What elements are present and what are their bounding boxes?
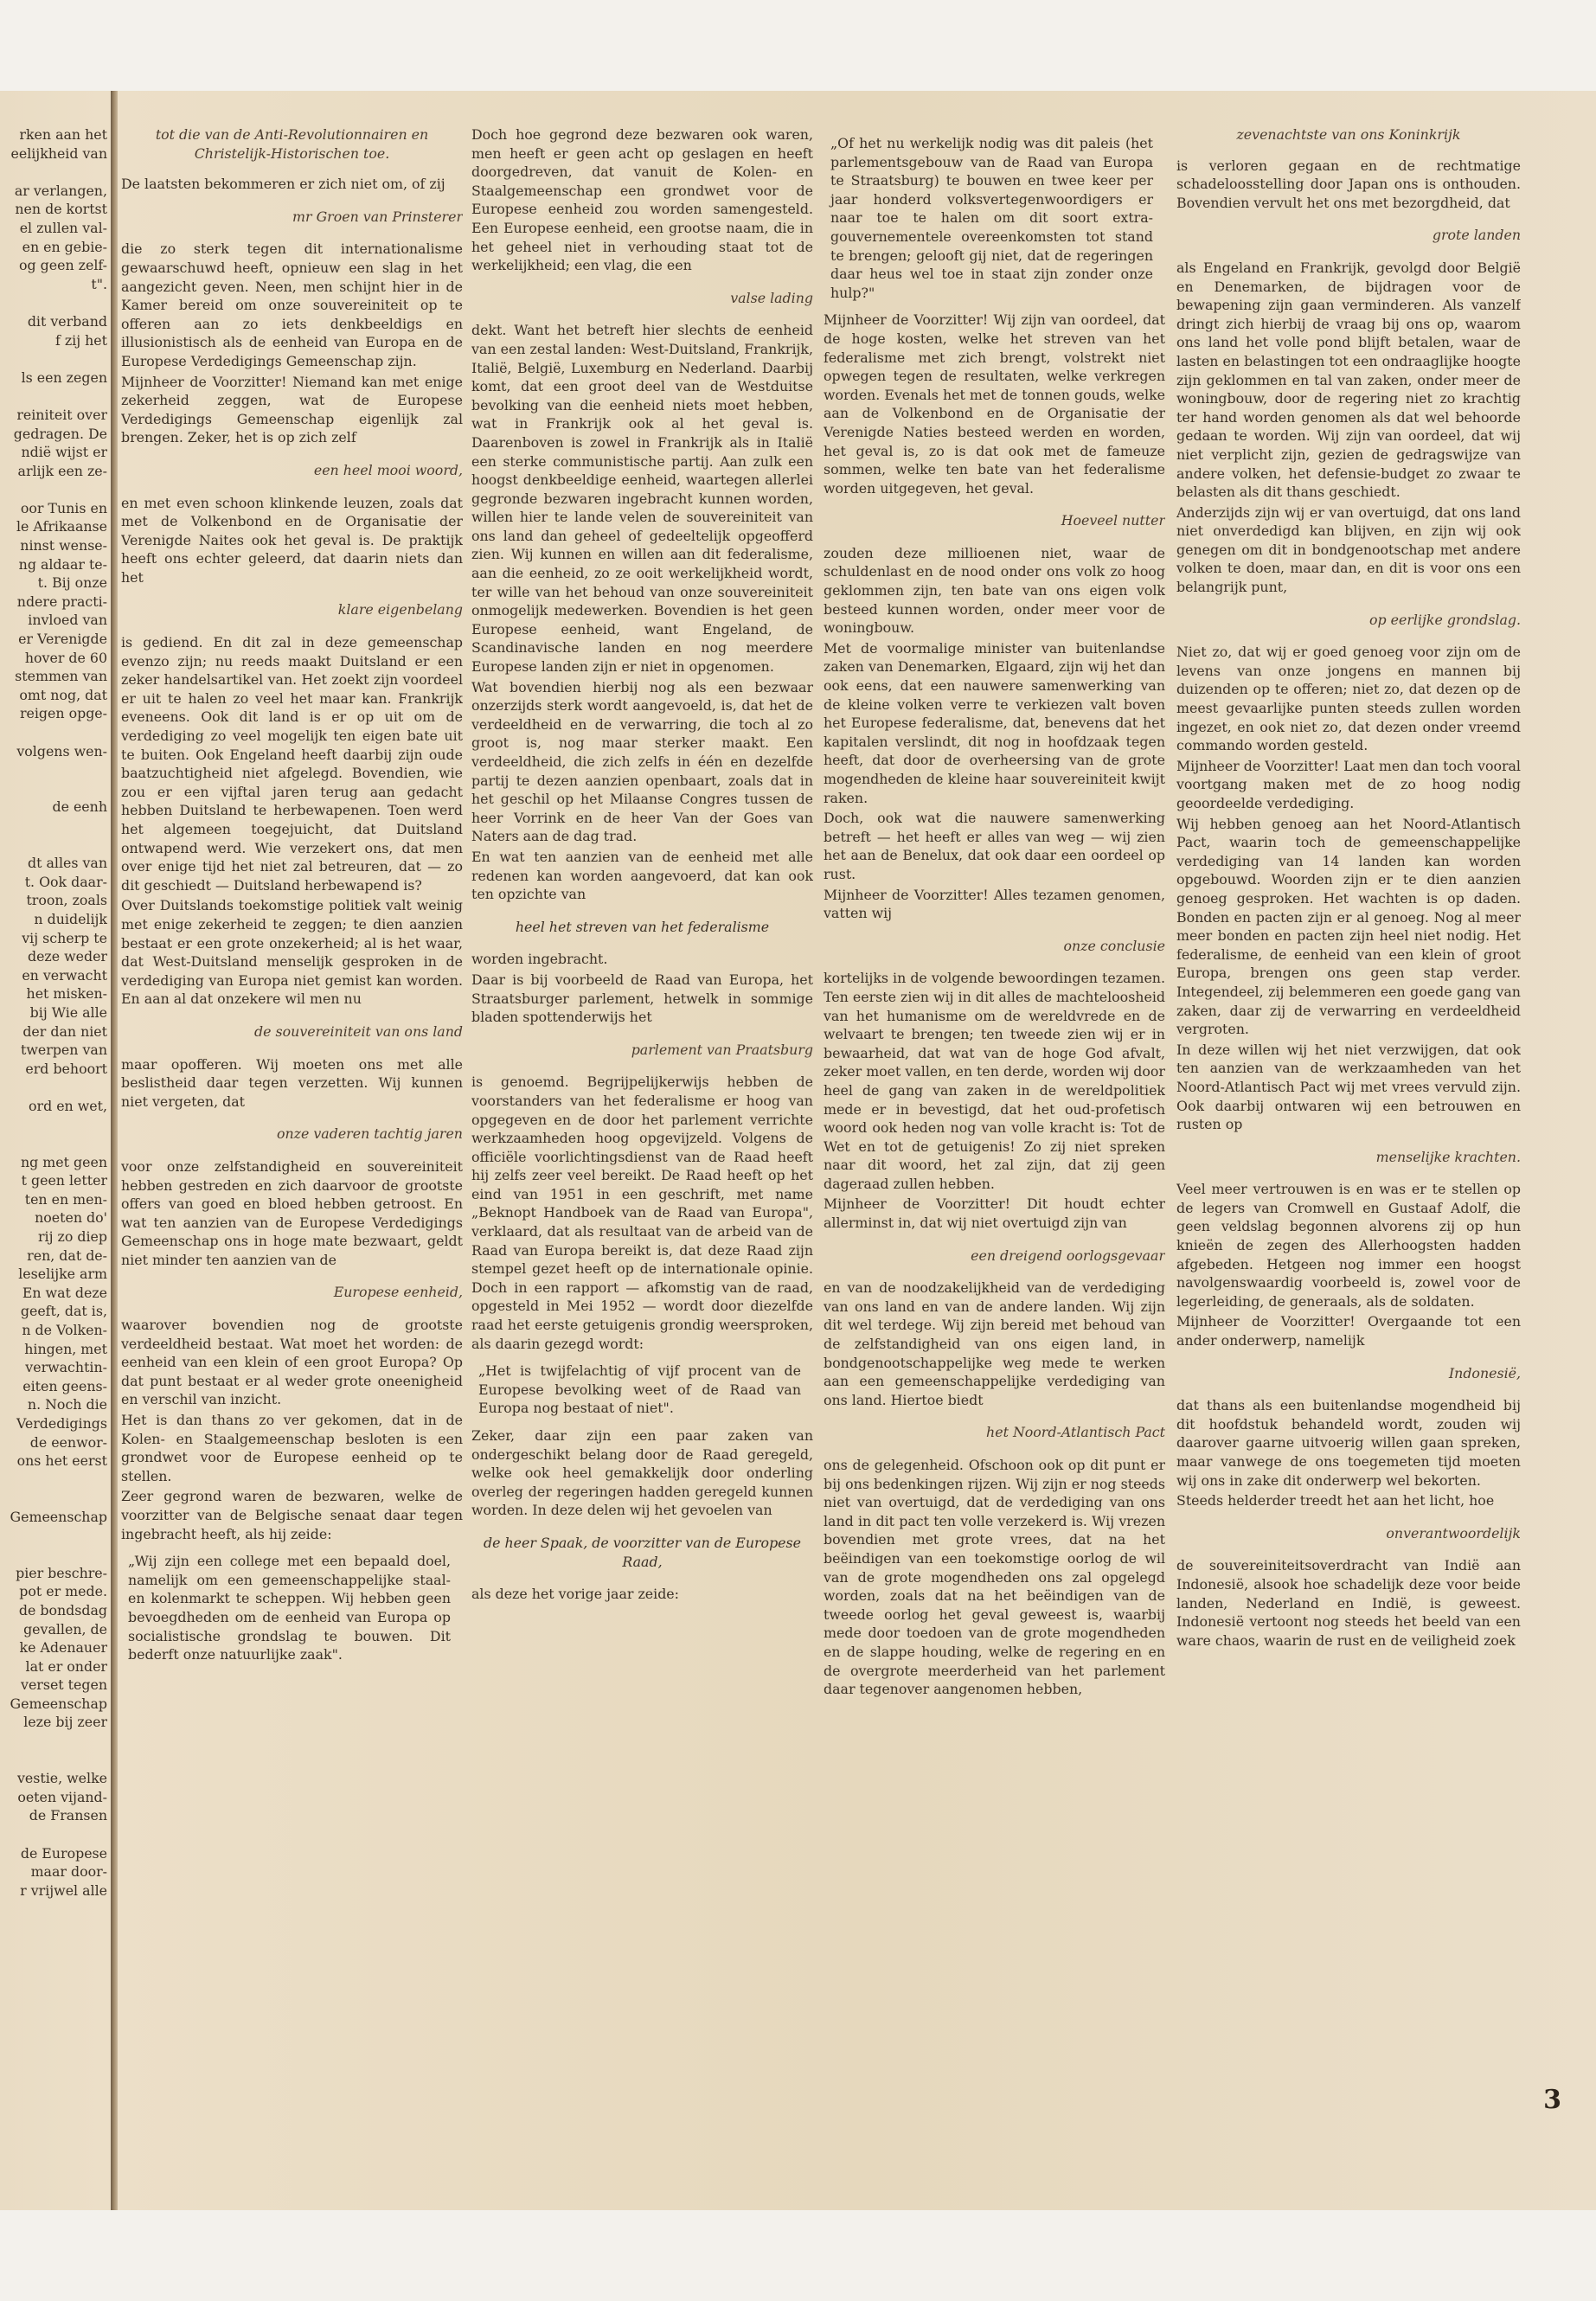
strip-line: ord en wet, (29, 1097, 107, 1114)
strip-line: pier beschre- (16, 1564, 107, 1581)
paragraph: die zo sterk tegen dit internationalisme gewaarschuwd heeft, opnieuw een slag in het aangezicht geven. Neen, men schijnt hier in de Kamer bereid om onze souvereiniteit op te offeren aan zo iets denkbeeldigs en illusionistisch als de eenheid van Europa en de Europese Verdedigings Gemeenschap zijn. (121, 240, 463, 369)
strip-line: geeft, dat is, (20, 1303, 107, 1320)
paragraph: De laatsten bekommeren er zich niet om, of zij (121, 176, 445, 193)
paragraph: is genoemd. Begrijpelijkerwijs hebben de voorstanders van het federalisme er hoog van opgegeven en de door het parlement verrichte werkzaamheden hoog opgevijzeld. Volgens de officiële voorlichtingsdienst van de Raad heeft hij zelfs zeer veel bereikt. De Raad heeft op het eind van 1951 in een geschrift, met name „Beknopt Handboek van de Raad van Europa", verklaard, dat als resultaat van de arbeid van de Raad van Europa bereikt is, dat deze Raad zijn stempel gezet heeft op de internationale opinie. Doch in een rapport — afkomstig van de raad, opgesteld in Mei 1952 — wordt door diezelfde raad het eerste getuigenis grondig weersproken, als daarin gezegd wordt: (471, 1074, 813, 1352)
column-2 (471, 125, 813, 2167)
strip-line: hingen, met (24, 1340, 107, 1357)
adjacent-page-strip (0, 91, 111, 2210)
strip-line: eelijkheid van (10, 144, 107, 162)
paragraph: Het is dan thans zo ver gekomen, dat in de Kolen- en Staalgemeenschap besloten is een grondwet voor de Europese eenheid op te stellen. (121, 1412, 463, 1484)
paragraph: Steeds helderder treedt het aan het licht, hoe (1176, 1492, 1495, 1509)
column-3 (824, 125, 1165, 2167)
strip-line: og geen zelf- (19, 257, 107, 274)
paragraph: Mijnheer de Voorzitter! Wij zijn van oordeel, dat de hoge kosten, welke het streven van het federalisme met zich brengt, volstrekt niet opwegen tegen de resultaten, welke verkregen worden. Evenals het met de tonnen gouds, welke aan de Volkenbond en de Organisatie der Verenigde Naties besteed werden en worden, het geval is, zo is dat ook met de fameuze sommen, welke ten bate van het federalisme worden uitgegeven, het geval. (824, 311, 1165, 497)
paragraph: is gediend. En dit zal in deze gemeenschap evenzo zijn; nu reeds maakt Duitsland er een zeker handelsartikel van. Het zoekt zijn voordeel er uit te halen zo veel het maar kan. Frankrijk eveneens. Ook dit land is er op uit om de verdediging zo veel mogelijk ten eigen bate uit te buiten. Ook Engeland heeft daarbij zijn oude baatzuchtigheid niet afgelegd. Bovendien, wie zou er een vijftal jaren terug aan gedacht hebben Duitsland te herbewapenen. Toen werd het algemeen toegejuicht, dat Duitsland ontwapend werd. Wie verzekert ons, dat men over enige tijd het niet zal betreuren, dat — zo dit geschiedt — Duitsland herbewapend is? (121, 634, 463, 894)
quotation: „Of het nu werkelijk nodig was dit paleis (het parlementsgebouw van de Raad van Europa te Straatsburg) te bouwen en twee keer per jaar honderd volksvertegenwoordigers er naar toe te halen om dit soort extra-gouvernementele overeenkomsten tot stand te brengen; gelooft gij niet, dat de regeringen daar heus wel toe in staat zijn zonder onze hulp?" (830, 135, 1153, 301)
strip-line: arlijk een ze- (17, 462, 107, 479)
subheading: parlement van Praatsburg (631, 1041, 813, 1058)
strip-line: verwachtin- (25, 1359, 107, 1376)
subheading: op eerlijke grondslag. (1368, 611, 1521, 628)
strip-line: de eenh (52, 798, 107, 816)
strip-line (0, 349, 107, 369)
paragraph: Met de voormalige minister van buitenlandse zaken van Denemarken, Elgaard, zijn wij het dan ook eens, dat een nauwere samenwerking van de kleine volken verre te verkiezen valt boven het Europese federalisme, dat, benevens dat het kapitalen verslindt, dit nog in hoofdzaak tegen heeft, dat door de overheersing van de grote mogendheden de kleine haar souvereiniteit kwijt raken. (824, 639, 1165, 806)
strip-line: oeten vijand- (17, 1788, 107, 1805)
subheading: Indonesië, (1448, 1364, 1521, 1381)
subheading: de heer Spaak, de voorzitter van de Europese Raad, (484, 1534, 801, 1570)
strip-line: Gemeenschap (10, 1695, 107, 1712)
strip-line: erd behoort (25, 1060, 107, 1077)
strip-line: twerpen van (21, 1042, 107, 1059)
strip-line (0, 836, 107, 855)
paragraph: ons de gelegenheid. Ofschoon ook op dit punt er bij ons bedenkingen rijzen. Wij zijn er nog steeds niet van overtuigd, dat de verdediging van ons land in dit pact ten volle verzekerd is. Wij vrezen bovendien met grote vrees, dat na het beëindigen van een toekomstige oorlog de wil van de grote mogendheden ons zal opgelegd worden, zoals dat na het beëindigen van de tweede oorlog het geval geweest is, waarbij mede door toedoen van de grote mogendheden en de slappe houding, welke de regering en en de overgrote meerderheid van het parlement daar tegenover aangenomen hebben, (824, 1457, 1165, 1698)
subheading: het Noord-Atlantisch Pact (986, 1424, 1165, 1441)
strip-line (0, 293, 107, 312)
strip-line: Gemeenschap (10, 1508, 107, 1525)
paragraph: Daar is bij voorbeeld de Raad van Europa, het Straatsburger parlement, hetwelk in sommige bladen spottenderwijs het (471, 971, 813, 1026)
strip-line: Verdedigings (16, 1414, 107, 1432)
paragraph: Wat bovendien hierbij nog als een bezwaar onzerzijds sterk wordt aangevoeld, is, dat het de verdeeldheid en de verwarring, die toch al zo groot is, nog maar sterker maakt. Een verdeeldheid, die zich zelfs in één en dezelfde partij te dezen aanzien openbaart, zoals dat in het geschil op het Milaanse Congres tussen de heer Vorrink en de heer Van der Goes van Naters aan de dag trad. (471, 678, 813, 845)
strip-line: der dan niet (22, 1022, 107, 1040)
paragraph: dekt. Want het betreft hier slechts de eenheid van een zestal landen: West-Duitsland, Frankrijk, Italië, België, Luxemburg en Nederland. Daarbij komt, dat een groot deel van de Westduitse bevolking van die eenheid niets moet hebben, wat in Frankrijk ook al het geval is. Daarenboven is zowel in Frankrijk als in Italië een sterke communistische partij. Aan zulk een hoogst denkbeeldige eenheid, waartegen allerlei gegronde bezwaren ingebracht kunnen worden, willen hier te lande velen de souvereiniteit van ons land dan geheel of gedeeltelijk opgeofferd zien. Wij kunnen en willen aan dit federalisme, aan die eenheid, zo ze ooit werkelijkheid wordt, ter wille van het behoud van onze souvereiniteit onmogelijk medewerken. Bovendien is het geen Europese eenheid, want Engeland, de Scandinavische landen en nog meerdere Europese landen zijn er niet in opgenomen. (471, 322, 813, 676)
paragraph: de souvereiniteitsoverdracht van Indië aan Indonesië, alsook hoe schadelijk deze voor beide landen, Nederland en Indië, is geweest. Indonesië vertoont nog steeds het beeld van een ware chaos, waarin de rust en de veiligheid zoek (1176, 1557, 1521, 1649)
strip-line (0, 1732, 107, 1751)
strip-line: reiniteit over (16, 406, 107, 423)
strip-line: stemmen van (15, 668, 107, 685)
paragraph: voor onze zelfstandigheid en souvereiniteit hebben gestreden en zich daarvoor de grootste offers van goed en bloed hebben getroost. En wat ten aanzien van de Europese Verdedigings Gemeenschap ons in hoge mate bezwaart, geldt niet minder ten aanzien van de (121, 1157, 463, 1268)
strip-line (0, 387, 107, 406)
strip-line (0, 1489, 107, 1508)
strip-line: troon, zoals (26, 892, 107, 909)
paragraph: Doch hoe gegrond deze bezwaren ook waren, men heeft er geen acht op geslagen en heeft doorgedreven, dat vanuit de Kolen- en Staalgemeenschap een grondwet voor de Europese eenheid zou worden samengesteld. Een Europese eenheid, een grootse naam, die in het geheel niet in verhouding staat tot de werkelijkheid; een vlag, die een (471, 126, 813, 274)
subheading: grote landen (1432, 227, 1521, 244)
strip-line: invloed van (28, 612, 107, 629)
paragraph: maar opofferen. Wij moeten ons met alle beslistheid daar tegen verzetten. Wij kunnen niet vergeten, dat (121, 1055, 463, 1110)
strip-line (0, 1751, 107, 1770)
strip-line: reigen opge- (19, 705, 107, 722)
strip-line: leze bij zeer (23, 1714, 107, 1731)
strip-line (0, 817, 107, 836)
paragraph: En wat ten aanzien van de eenheid met alle redenen kan worden aangevoerd, dat kan ook ten opzichte van (471, 848, 813, 903)
strip-line: ls een zegen (21, 369, 107, 386)
strip-line: ng met geen (21, 1153, 107, 1170)
paragraph: Zeer gegrond waren de bezwaren, welke de voorzitter van de Belgische senaat daar tegen ingebracht heeft, als hij zeide: (121, 1488, 463, 1542)
strip-line: ninst wense- (20, 537, 107, 554)
paragraph: In deze willen wij het niet verzwijgen, dat ook ten aanzien van de werkzaamheden van het Noord-Atlantisch Pact wij met vrees vervuld zijn. Ook daarbij ontwaren wij een betrouwen en rusten op (1176, 1041, 1521, 1133)
strip-line: n duidelijk (34, 910, 107, 927)
strip-line: nen de kortst (15, 201, 107, 218)
subheading: heel het streven van het federalisme (515, 918, 770, 935)
strip-line: bij Wie alle (29, 1003, 107, 1021)
strip-line (0, 779, 107, 798)
subheading: valse lading (730, 289, 813, 306)
strip-line (0, 480, 107, 499)
strip-line (0, 760, 107, 779)
strip-line: de eenwor- (29, 1433, 107, 1451)
strip-line: rij zo diep (37, 1228, 107, 1246)
adjacent-page-text (0, 125, 107, 2167)
strip-line: de Fransen (29, 1807, 107, 1824)
strip-line: t. Ook daar- (24, 873, 107, 890)
strip-line (0, 163, 107, 182)
paragraph: Mijnheer de Voorzitter! Overgaande tot een ander onderwerp, namelijk (1176, 1313, 1521, 1349)
column-4 (1176, 125, 1521, 2167)
subheading: Hoeveel nutter (1061, 512, 1165, 529)
paragraph: Zeker, daar zijn een paar zaken van ondergeschikt belang door de Raad geregeld, welke ook heel gemakkelijk door onderling overleg der regeringen hadden geregeld kunnen worden. In deze delen wij het gevoelen van (471, 1427, 813, 1519)
page-number: 3 (1543, 2085, 1561, 2115)
paragraph: Doch, ook wat die nauwere samenwerking betreft — het heeft er alles van weg — wij zien het aan de Benelux, dat ook daar een oordeel op rust. (824, 810, 1165, 882)
strip-line: ndië wijst er (21, 444, 107, 461)
strip-line: het misken- (26, 985, 107, 1003)
paragraph: Veel meer vertrouwen is en was er te stellen op de legers van Cromwell en Gustaaf Adolf, die geen veldslag begonnen alvorens zij op hun knieën de zegen des Allerhoogsten hadden afgebeden. Hetgeen nog immer een hoogst navolgenswaardig voorbeeld is, zowel voor de legerleiding, de generaals, als de soldaten. (1176, 1181, 1521, 1310)
strip-line: de Europese (20, 1844, 107, 1862)
paragraph: Mijnheer de Voorzitter! Dit houdt echter allerminst in, dat wij niet overtuigd zijn van (824, 1195, 1165, 1232)
subheading: onze vaderen tachtig jaren (277, 1125, 463, 1143)
subheading: een heel mooi woord, (313, 461, 463, 478)
strip-line: oor Tunis en (20, 499, 107, 516)
paragraph: Anderzijds zijn wij er van overtuigd, dat ons land niet onverdedigd kan blijven, en zijn wij ook genegen om dit in bondgenootschap met andere volken te doen, maar dan, en dit is voor ons een belangrijk punt, (1176, 503, 1521, 596)
strip-line: En wat deze (22, 1284, 107, 1301)
quotation: „Wij zijn een college met een bepaald doel, namelijk om een gemeenschappelijke staal- en kolenmarkt te scheppen. Wij hebben geen bevoegdheden om de eenheid van Europa op socialistische grondslag te bouwen. Dit bederft onze natuurlijke zaak". (128, 1553, 451, 1663)
paragraph: Niet zo, dat wij er goed genoeg voor zijn om de levens van onze jongens en mannen bij duizenden op te offeren; niet zo, dat dezen op de meest gevaarlijke punten steeds zullen worden ingezet, en ook niet zo, dat dezen onder vreemd commando worden gesteld. (1176, 644, 1521, 754)
paragraph: Over Duitslands toekomstige politiek valt weinig met enige zekerheid te zeggen; te dien aanzien bestaat er een grote onzekerheid; al is het waar, dat West-Duitsland menselijk gesproken in de verdediging van Europa niet gemist kan worden. En aan al dat onzekere wil men nu (121, 897, 463, 1008)
paragraph: kortelijks in de volgende bewoordingen tezamen. Ten eerste zien wij in dit alles de machteloosheid van het humanisme om de wereldvrede en de welvaart te brengen; ten tweede zien wij er in bewaarheid, dat wat van de hoge God afvalt, zeker moet vallen, en ten derde, worden wij door heel de gang van zaken in de wereldpolitiek mede er in bevestigd, dat het oud-profetisch woord ook heden nog van volle kracht is: Tot de Wet en tot de getuigenis! Zo zij niet spreken naar dit woord, het zal zijn, dat zij geen dageraad zullen hebben. (824, 970, 1165, 1192)
strip-line: ng aldaar te- (18, 555, 107, 573)
page-fold (111, 91, 118, 2210)
subheading: onverantwoordelijk (1386, 1524, 1521, 1541)
strip-line (0, 723, 107, 742)
strip-line: maar door- (30, 1863, 107, 1881)
paragraph: Mijnheer de Voorzitter! Niemand kan met enige zekerheid zeggen, wat de Europese Verdedigings Gemeenschap eigenlijk zal brengen. Zeker, het is op zich zelf (121, 373, 463, 446)
strip-line (0, 1115, 107, 1134)
quotation: „Het is twijfelachtig of vijf procent van de Europese bevolking weet of de Raad van Europa nog bestaat of niet". (478, 1362, 801, 1417)
strip-line: t". (91, 275, 107, 292)
paragraph: en van de noodzakelijkheid van de verdediging van ons land en van de andere landen. Wij zijn dit wel terdege. Wij zijn bereid met behoud van de zelfstandigheid van ons eigen land, in bondgenootschappelijke weg mede te werken aan een gemeenschappelijke verdediging van ons land. Hiertoe biedt (824, 1279, 1165, 1408)
paragraph: is verloren gegaan en de rechtmatige schadeloosstelling door Japan ons is onthouden. Bovendien vervult het ons met bezorgdheid, dat (1176, 157, 1521, 211)
strip-line: er Verenigde (18, 631, 107, 648)
column-1 (121, 125, 463, 2167)
subheading: onze conclusie (1063, 937, 1165, 954)
subheading: menselijke krachten. (1375, 1148, 1521, 1165)
subheading: mr Groen van Prinsterer (292, 208, 463, 225)
strip-line (0, 1527, 107, 1546)
strip-line: n de Volken- (22, 1322, 107, 1338)
continuation-heading: zevenachtste van ons Koninkrijk (1236, 126, 1461, 143)
strip-line (0, 1825, 107, 1844)
strip-line: t. Bij onze (37, 574, 107, 592)
strip-line: dit verband (27, 312, 107, 330)
paragraph: als Engeland en Frankrijk, gevolgd door België en Denemarken, de bijdragen voor de bewapening zijn gaan verminderen. Als vanzelf dringt zich hierbij de vraag bij ons op, waarom ons land het volle pond blijft betalen, waar de lasten en belastingen tot een ondraaglijke hoogte zijn geklommen en tal van zaken, onder meer de woningbouw, door de regering niet zo krachtig ter hand worden genomen als dat wel behoorde gedaan te worden. Wij zijn van oordeel, dat wij niet verplicht zijn, gezien de gedragswijze van andere volken, het defensie-budget zo zwaar te belasten als dit thans geschiedt. (1176, 259, 1521, 501)
paragraph: dat thans als een buitenlandse mogendheid bij dit hoofdstuk behandeld wordt, zouden wij daarover gaarne uitvoerig willen gaan spreken, maar vanwege de ons toegemeten tijd moeten wij ons in zake dit onderwerp wel bekorten. (1176, 1397, 1521, 1489)
strip-line: gevallen, de (23, 1620, 107, 1638)
paragraph: als deze het vorige jaar zeide: (471, 1586, 679, 1603)
strip-line: ndere practi- (16, 593, 107, 610)
strip-line: lat er onder (25, 1657, 107, 1675)
strip-line: dt alles van (28, 855, 107, 872)
paragraph: waarover bovendien nog de grootste verdeeldheid bestaat. Wat moet het worden: de eenheid van een klein of een groot Europa? Op dat punt bestaat er al weder grote oneenigheid en verschil van inzicht. (121, 1317, 463, 1408)
strip-line: ar verlangen, (14, 182, 107, 199)
subheading: een dreigend oorlogsgevaar (971, 1247, 1165, 1264)
continuation-heading: tot die van de Anti-Revolutionnairen en Christelijk-Historischen toe. (155, 126, 429, 162)
strip-line: ten en men- (24, 1190, 107, 1208)
strip-line (0, 1545, 107, 1564)
paragraph: en met even schoon klinkende leuzen, zoals dat met de Volkenbond en de Organisatie der Verenigde Naites ook het geval is. De praktijk heeft ons echter geleerd, dat daarin niets dan het (121, 494, 463, 586)
strip-line (0, 1471, 107, 1490)
strip-line: eiten geens- (22, 1377, 107, 1394)
newspaper-page (0, 91, 1596, 2210)
strip-line (0, 1134, 107, 1153)
paragraph: Wij hebben genoeg aan het Noord-Atlantisch Pact, waarin toch de gemeenschappelijke verdediging van 14 landen kan worden opgebouwd. Woorden zijn er te dien aanzien genoeg gesproken. Het wachten is op daden. Bonden en pacten zijn er al genoeg. Nog al meer meer bonden en pacten zijn heel niet nodig. Het federalisme, de eenheid van een klein of groot Europa, brengen ons geen stap verder. Integendeel, zij belemmeren een goede gang van zaken, daar zij de verwarring en verdeeldheid vergroten. (1176, 815, 1521, 1038)
strip-line: omt nog, dat (19, 686, 107, 703)
strip-line (0, 1078, 107, 1097)
strip-line: vij scherp te (22, 929, 107, 946)
strip-line: ons het eerst (16, 1452, 107, 1470)
strip-line: deze weder (27, 948, 107, 965)
strip-line: gedragen. De (13, 425, 107, 442)
paragraph: worden ingebracht. (471, 951, 608, 968)
paragraph: Mijnheer de Voorzitter! Alles tezamen genomen, vatten wij (824, 886, 1165, 922)
strip-line: leselijke arm (18, 1266, 107, 1283)
strip-line: t geen letter (21, 1172, 107, 1189)
strip-line: rken aan het (19, 126, 107, 143)
strip-line: noeten do' (35, 1209, 107, 1227)
strip-line: el zullen val- (19, 219, 107, 236)
strip-line: f zij het (54, 331, 107, 349)
strip-line: de bondsdag (18, 1601, 107, 1618)
strip-line: ren, dat de- (27, 1247, 107, 1264)
paragraph: zouden deze millioenen niet, waar de schuldenlast en de nood onder ons volk zo hoog geklommen zijn, ten bate van ons eigen volk besteed kunnen worden, onder meer voor de woningbouw. (824, 544, 1165, 637)
strip-line: vestie, welke (16, 1770, 107, 1787)
strip-line: hover de 60 (24, 649, 107, 666)
strip-line: verset tegen (21, 1676, 107, 1694)
strip-line: ke Adenauer (19, 1639, 107, 1657)
subheading: klare eigenbelang (337, 601, 463, 619)
strip-line: en en gebie- (22, 238, 107, 255)
paragraph: Mijnheer de Voorzitter! Laat men dan toch vooral voortgang maken met de zo hoog nodig geoordeelde verdediging. (1176, 757, 1521, 811)
subheading: Europese eenheid, (333, 1284, 463, 1301)
strip-line: volgens wen- (16, 742, 107, 760)
strip-line: en verwacht (22, 966, 107, 984)
strip-line: pot er mede. (19, 1583, 107, 1600)
strip-line: le Afrikaanse (16, 518, 107, 535)
subheading: de souvereiniteit van ons land (254, 1022, 463, 1040)
strip-line: r vrijwel alle (20, 1881, 107, 1899)
strip-line: n. Noch die (27, 1396, 107, 1413)
